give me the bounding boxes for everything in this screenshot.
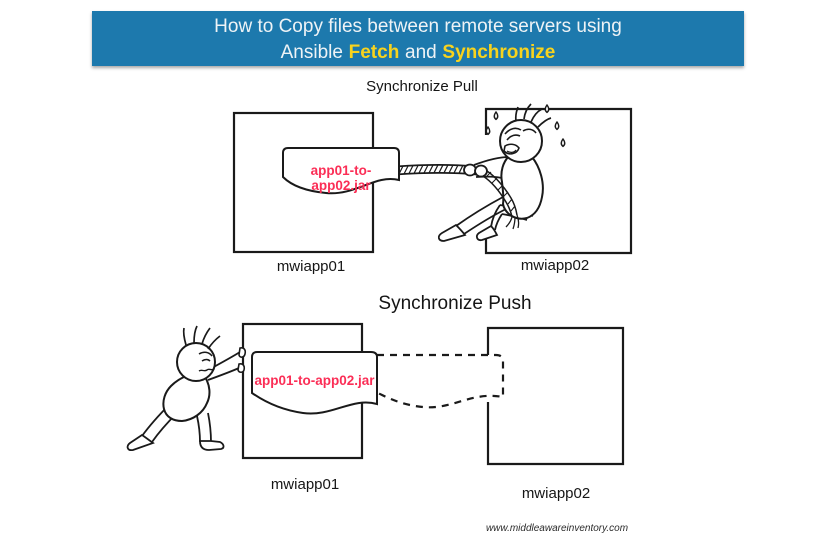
title-line2-part1: Ansible	[280, 42, 343, 63]
pull-source-server-label: mwiapp01	[276, 258, 346, 275]
title-keyword-synchronize: Synchronize	[442, 42, 556, 63]
pull-section-heading: Synchronize Pull	[366, 78, 478, 95]
person-pushing-box-icon	[128, 326, 246, 450]
push-source-server-label: mwiapp01	[270, 476, 340, 493]
title-line2-part2: and	[405, 42, 437, 63]
push-section-heading: Synchronize Push	[378, 293, 532, 314]
website-watermark: www.middleawareinventory.com	[485, 523, 629, 534]
title-keyword-fetch: Fetch	[348, 42, 400, 63]
title-line1: How to Copy files between remote servers using	[214, 16, 622, 37]
dashed-file-outline-icon	[377, 355, 503, 407]
push-target-server-box	[488, 328, 623, 464]
push-target-server-label: mwiapp02	[521, 485, 591, 502]
push-file-label: app01-to-app02.jar	[254, 373, 375, 388]
push-diagram	[128, 324, 623, 464]
pull-target-server-label: mwiapp02	[520, 257, 590, 274]
pull-file-label: app01-to-app02.jar	[310, 163, 372, 193]
